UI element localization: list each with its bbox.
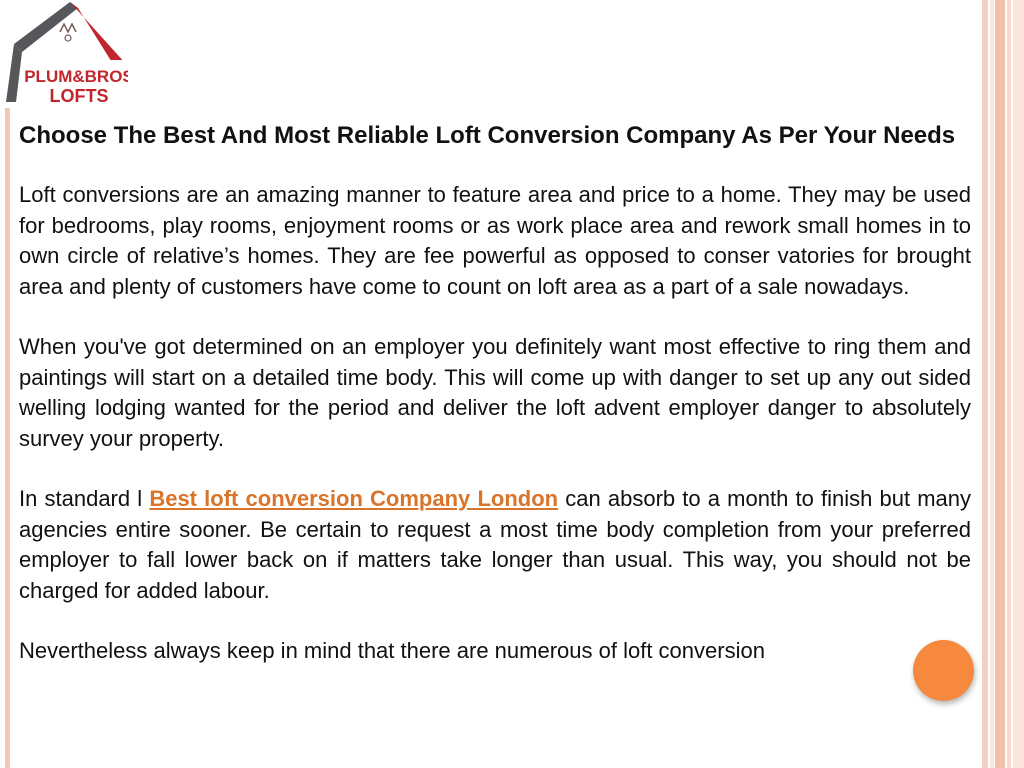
paragraph-3-intro: In standard l <box>19 486 150 511</box>
right-decorative-stripes <box>980 0 1024 768</box>
paragraph-4: Nevertheless always keep in mind that there are numerous of loft conversion <box>19 638 765 663</box>
orange-circle-button[interactable] <box>913 640 974 701</box>
paragraph-3 <box>19 484 971 606</box>
logo-text-line1: PLUM&BROS <box>24 67 128 86</box>
paragraph-2: When you've got determined on an employer you definitely want most effective to ring them and paintings will start on a detailed time body. This will come up with danger to set up any out sided welling lodging wanted for the period and deliver the loft advent employer danger to absolutely survey your property. <box>19 334 971 451</box>
company-london-link[interactable]: Best loft conversion Company London <box>149 486 559 511</box>
logo-text-line2: LOFTS <box>49 86 109 106</box>
article-title: Choose The Best And Most Reliable Loft Conversion Company As Per Your Needs <box>19 122 956 149</box>
paragraph-3-rest: can absorb to a month to finish but many agencies entire sooner. Be certain to request a most time body completion from your preferred employer to fall lower back on if matters take longer than usual. This way, you should not be charged for added labour. <box>19 486 972 603</box>
left-accent-rule <box>5 108 10 768</box>
paragraph-1: Loft conversions are an amazing manner to feature area and price to a home. They may be used for bedrooms, play rooms, enjoyment rooms or as work place area and rework small homes in to own circle of relative’s homes. They are fee powerful as opposed to conser vatories for brought area and plenty of customers have come to count on loft area as a part of a sale nowadays. <box>19 182 971 299</box>
logo-house-icon <box>2 2 128 108</box>
article-body <box>19 118 971 697</box>
company-logo <box>2 2 128 108</box>
